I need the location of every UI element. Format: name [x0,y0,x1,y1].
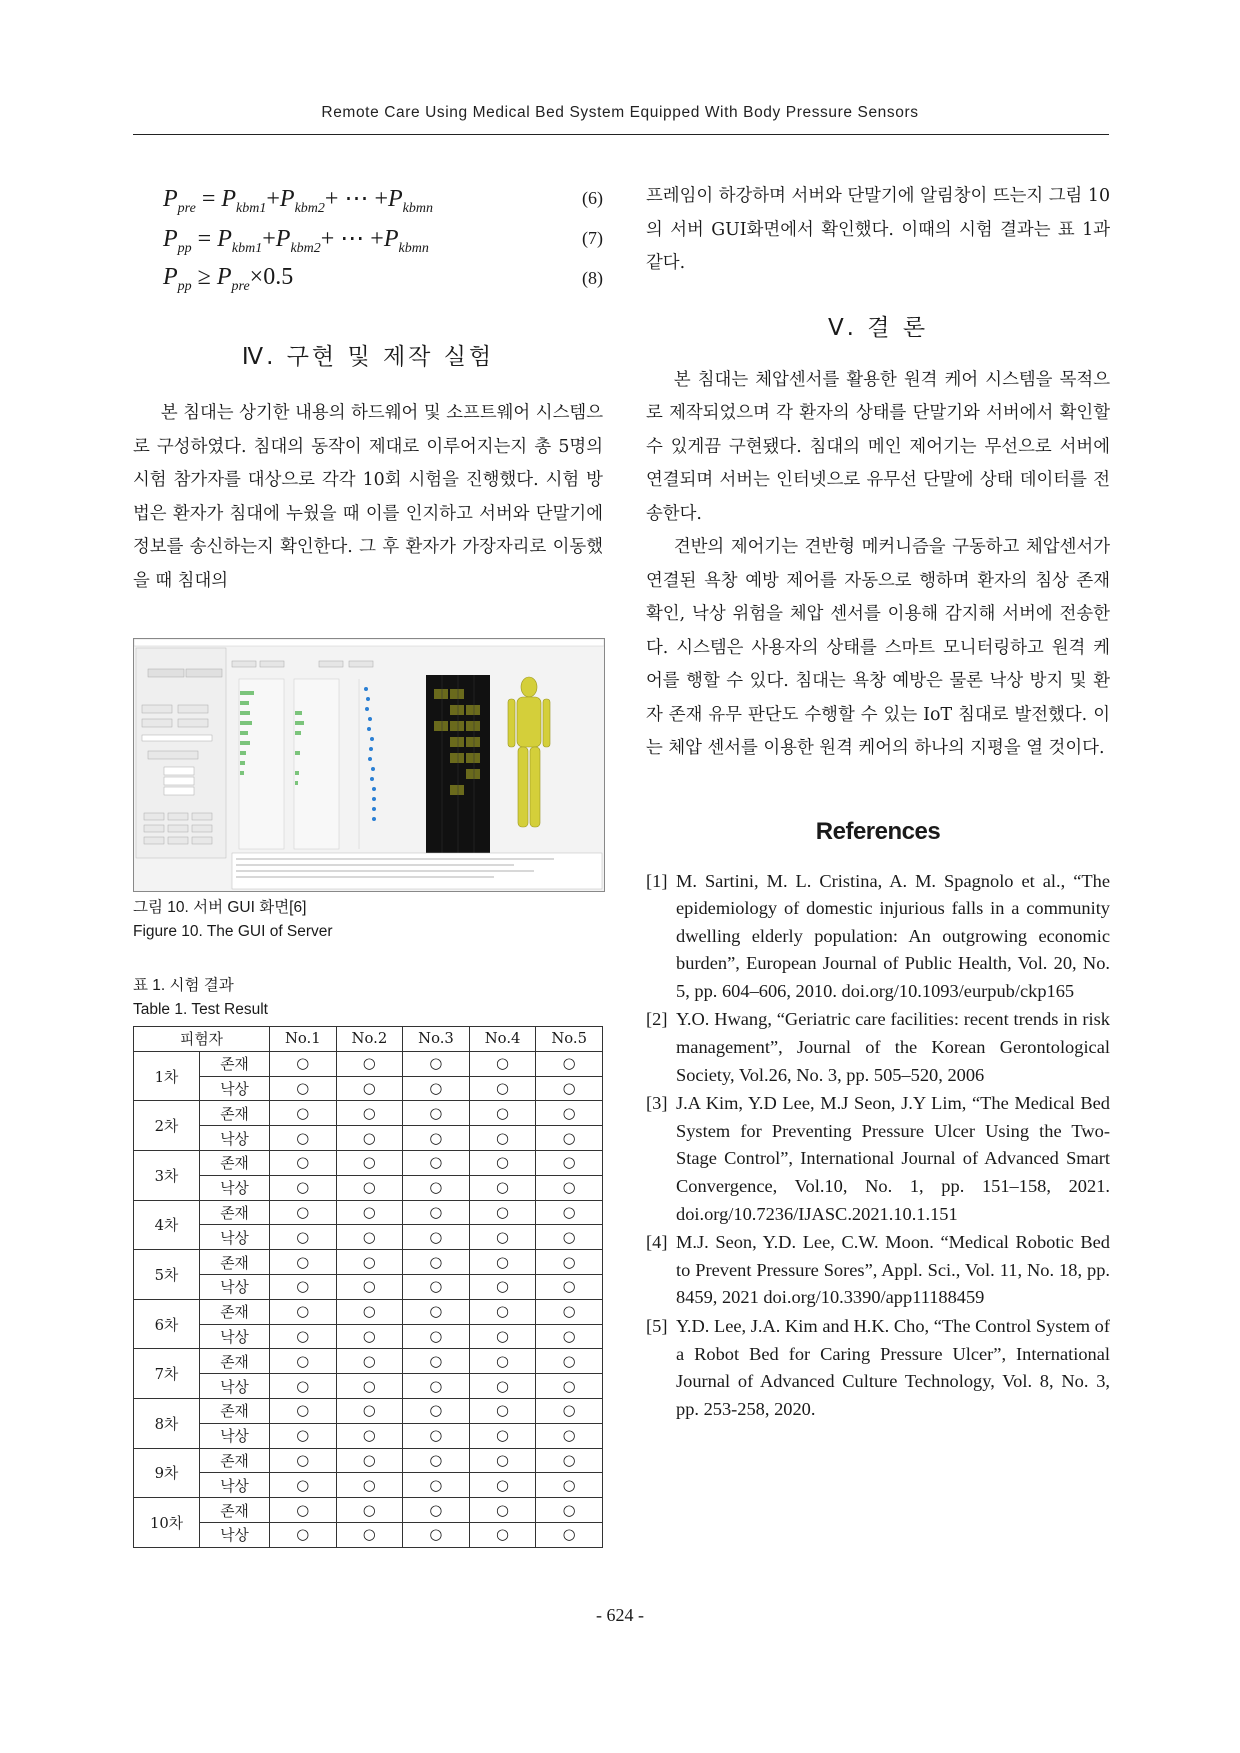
result-cell: ○ [270,1398,337,1423]
equation-8: $P_{pp} \ge P_{pre}\times 0.5$ (8) [163,264,603,294]
result-cell: ○ [536,1448,603,1473]
result-cell: ○ [336,1473,403,1498]
result-cell: ○ [403,1324,470,1349]
trial-cell: 2차 [134,1101,200,1151]
trial-cell: 4차 [134,1200,200,1250]
header-cell: No.2 [336,1027,403,1052]
result-cell: ○ [336,1448,403,1473]
table-row [134,1498,603,1523]
equation-number: (7) [582,228,603,248]
server-gui-screenshot [134,639,604,891]
result-cell: ○ [469,1076,536,1101]
reference-number: [3] [646,1093,668,1114]
table-row [134,1126,603,1151]
result-cell: ○ [469,1522,536,1547]
table-row [134,1274,603,1299]
header-cell: No.3 [403,1027,470,1052]
result-cell: ○ [270,1522,337,1547]
result-cell: ○ [270,1448,337,1473]
header-cell: No.4 [469,1027,536,1052]
result-cell: ○ [469,1126,536,1151]
equation-6: $P_{pre} = P_{kbm1}+P_{kbm2}+$ ⋯ $+P_{kbmn}$ (6) [163,186,603,216]
equation-number: (6) [582,188,603,208]
table-row [134,1225,603,1250]
equation-number: (8) [582,268,603,288]
result-cell: ○ [469,1225,536,1250]
table-row [134,1423,603,1448]
result-cell: ○ [536,1374,603,1399]
result-cell: ○ [403,1051,470,1076]
result-cell: ○ [536,1126,603,1151]
result-cell: ○ [536,1200,603,1225]
table-row [134,1250,603,1275]
result-cell: ○ [336,1076,403,1101]
result-cell: ○ [536,1250,603,1275]
result-cell: ○ [403,1126,470,1151]
continued-paragraph: 프레임이 하강하며 서버와 단말기에 알림창이 뜨는지 그림 10의 서버 GUI화면에서 확인했다. 이때의 시험 결과는 표 1과 같다. [646,186,1111,273]
result-cell: ○ [536,1522,603,1547]
result-cell: ○ [469,1324,536,1349]
result-cell: ○ [536,1101,603,1126]
equation-7: $P_{pp} = P_{kbm1}+P_{kbm2}+$ ⋯ $+P_{kbmn}$ (7) [163,226,603,256]
item-label-cell: 존재 [200,1498,270,1523]
reference-item [646,868,1110,1006]
result-cell: ○ [270,1200,337,1225]
item-label-cell: 낙상 [200,1225,270,1250]
test-result-table [133,1026,603,1548]
table-row [134,1076,603,1101]
result-cell: ○ [336,1225,403,1250]
item-label-cell: 존재 [200,1101,270,1126]
trial-cell: 3차 [134,1150,200,1200]
trial-cell: 5차 [134,1250,200,1300]
result-cell: ○ [336,1349,403,1374]
result-cell: ○ [536,1473,603,1498]
item-label-cell: 낙상 [200,1374,270,1399]
section-4-paragraph: 본 침대는 상기한 내용의 하드웨어 및 소프트웨어 시스템으로 구성하였다. 침대의 동작이 제대로 이루어지는지 총 5명의 시험 참가자를 대상으로 각각 10회 시험을 진행했다. 시험 방법은 환자가 침대에 누웠을 때 이를 인지하고 서버와 단말기에 정보를 송신하는지 확인한다. 그 후 환자가 가장자리로 이동했을 때 침대의 [133,403,603,591]
conclusion-paragraph-1: 본 침대는 체압센서를 활용한 원격 케어 시스템을 목적으로 제작되었으며 각 환자의 상태를 단말기와 서버에서 확인할 수 있게끔 구현됐다. 침대의 메인 제어기는 무선으로 서버에 연결되며 서버는 인터넷으로 유무선 단말에 상태 데이터를 전송한다. [646,369,1110,524]
trial-cell: 6차 [134,1299,200,1349]
result-cell: ○ [403,1250,470,1275]
result-cell: ○ [336,1299,403,1324]
result-cell: ○ [536,1349,603,1374]
server-gui-figure [133,638,605,892]
item-label-cell: 낙상 [200,1473,270,1498]
result-cell: ○ [403,1076,470,1101]
item-label-cell: 낙상 [200,1076,270,1101]
item-label-cell: 존재 [200,1051,270,1076]
result-cell: ○ [403,1200,470,1225]
item-label-cell: 존재 [200,1448,270,1473]
header-cell: 피험자 [134,1027,270,1052]
result-cell: ○ [536,1076,603,1101]
result-cell: ○ [536,1299,603,1324]
table-row [134,1101,603,1126]
result-cell: ○ [270,1126,337,1151]
trial-cell: 9차 [134,1448,200,1498]
reference-number: [1] [646,870,668,891]
result-cell: ○ [469,1398,536,1423]
item-label-cell: 존재 [200,1398,270,1423]
result-cell: ○ [469,1250,536,1275]
result-cell: ○ [403,1150,470,1175]
reference-item [646,1090,1110,1228]
result-cell: ○ [469,1473,536,1498]
table-row [134,1473,603,1498]
result-cell: ○ [270,1225,337,1250]
reference-text: Y.D. Lee, J.A. Kim and H.K. Cho, “The Control System of a Robot Bed for Caring Pressure Ulcer”, International Journal of Advanced Culture Technology, Vol. 8, No. 3, pp. 253-258, 2020. [676,1316,1110,1419]
table-body [134,1051,603,1547]
trial-cell: 7차 [134,1349,200,1399]
result-cell: ○ [469,1274,536,1299]
right-column [646,180,1110,1424]
table-row [134,1374,603,1399]
references-title: References [815,817,941,845]
result-cell: ○ [270,1175,337,1200]
table-row [134,1200,603,1225]
result-cell: ○ [469,1200,536,1225]
result-cell: ○ [536,1150,603,1175]
section-4-title: Ⅳ. 구현 및 제작 실험 [241,344,495,370]
result-cell: ○ [403,1498,470,1523]
result-cell: ○ [270,1299,337,1324]
result-cell: ○ [270,1274,337,1299]
result-cell: ○ [270,1423,337,1448]
table-row [134,1349,603,1374]
result-cell: ○ [469,1423,536,1448]
result-cell: ○ [336,1423,403,1448]
result-cell: ○ [536,1324,603,1349]
reference-text: Y.O. Hwang, “Geriatric care facilities: recent trends in risk management”, Journal of the Korean Gerontological Society, Vol.26, No. 3, pp. 505–520, 2006 [676,1009,1110,1085]
reference-number: [5] [646,1316,668,1336]
trial-cell: 8차 [134,1398,200,1448]
table-row [134,1175,603,1200]
item-label-cell: 존재 [200,1299,270,1324]
item-label-cell: 낙상 [200,1522,270,1547]
item-label-cell: 낙상 [200,1126,270,1151]
result-cell: ○ [403,1374,470,1399]
result-cell: ○ [336,1324,403,1349]
reference-item [646,1229,1110,1312]
header-rule [133,134,1109,135]
trial-cell: 1차 [134,1051,200,1101]
result-cell: ○ [270,1324,337,1349]
result-cell: ○ [536,1175,603,1200]
result-cell: ○ [270,1051,337,1076]
figure-caption-ko: 그림 10. 서버 GUI 화면[6] [133,899,307,916]
header-cell: No.5 [536,1027,603,1052]
result-cell: ○ [403,1225,470,1250]
item-label-cell: 존재 [200,1349,270,1374]
table-row [134,1051,603,1076]
result-cell: ○ [336,1522,403,1547]
result-cell: ○ [403,1398,470,1423]
result-cell: ○ [270,1076,337,1101]
result-cell: ○ [336,1398,403,1423]
result-cell: ○ [403,1448,470,1473]
result-cell: ○ [469,1448,536,1473]
table-caption-en: Table 1. Test Result [133,1001,268,1018]
result-cell: ○ [403,1423,470,1448]
table-row [134,1398,603,1423]
result-cell: ○ [403,1175,470,1200]
result-cell: ○ [270,1250,337,1275]
reference-list [646,868,1110,1424]
result-cell: ○ [336,1126,403,1151]
result-cell: ○ [336,1175,403,1200]
item-label-cell: 낙상 [200,1175,270,1200]
result-cell: ○ [536,1225,603,1250]
result-cell: ○ [336,1498,403,1523]
result-cell: ○ [403,1299,470,1324]
result-cell: ○ [403,1274,470,1299]
result-cell: ○ [536,1274,603,1299]
result-cell: ○ [403,1349,470,1374]
reference-item [646,1313,1110,1423]
result-cell: ○ [336,1150,403,1175]
result-cell: ○ [336,1374,403,1399]
sensor-bar-group-a [239,679,284,849]
result-cell: ○ [469,1498,536,1523]
result-cell: ○ [270,1473,337,1498]
item-label-cell: 낙상 [200,1324,270,1349]
result-cell: ○ [469,1150,536,1175]
header-cell: No.1 [270,1027,337,1052]
result-cell: ○ [270,1150,337,1175]
item-label-cell: 낙상 [200,1274,270,1299]
conclusion-paragraph-2: 견반의 제어기는 견반형 메커니즘을 구동하고 체압센서가 연결된 욕창 예방 제어를 자동으로 행하며 환자의 침상 존재 확인, 낙상 위험을 체압 센서를 이용해 감지해 서버에 전송한다. 시스템은 사용자의 상태를 스마트 모니터링하고 원격 케어를 행할 수 있다. 침대는 욕창 예방은 물론 낙상 방지 및 환자 존재 유무 판단도 수행할 수 있는 IoT 침대로 발전했다. 이는 체압 센서를 이용한 원격 케어의 하나의 지평을 열 것이다. [646,537,1110,758]
item-label-cell: 존재 [200,1250,270,1275]
result-cell: ○ [270,1374,337,1399]
reference-text: J.A Kim, Y.D Lee, M.J Seon, J.Y Lim, “The Medical Bed System for Preventing Pressure Ulcer Using the Two-Stage Control”, International Journal of Advanced Smart Convergence, Vol.10, No. 1, pp. 151–158, 2021. doi.org/10.7236/IJASC.2021.10.1.151 [676,1093,1110,1224]
table-row [134,1522,603,1547]
page-number: - 624 - [596,1605,644,1625]
sensor-bar-group-b [294,679,339,849]
figure-caption-en: Figure 10. The GUI of Server [133,923,333,940]
reference-number: [2] [646,1009,668,1030]
result-cell: ○ [536,1051,603,1076]
item-label-cell: 낙상 [200,1423,270,1448]
result-cell: ○ [270,1349,337,1374]
result-cell: ○ [469,1175,536,1200]
result-cell: ○ [469,1051,536,1076]
reference-text: M.J. Seon, Y.D. Lee, C.W. Moon. “Medical Robotic Bed to Prevent Pressure Sores”, Appl. Sci., Vol. 11, No. 18, pp. 8459, 2021 doi.org/10.3390/app11188459 [676,1232,1110,1308]
result-cell: ○ [536,1423,603,1448]
result-cell: ○ [336,1274,403,1299]
result-cell: ○ [469,1101,536,1126]
result-cell: ○ [469,1349,536,1374]
table-caption-ko: 표 1. 시험 결과 [133,977,234,994]
result-cell: ○ [270,1101,337,1126]
result-cell: ○ [536,1498,603,1523]
running-header: Remote Care Using Medical Bed System Equipped With Body Pressure Sensors [321,104,919,121]
table-header-row [134,1027,603,1052]
result-cell: ○ [336,1051,403,1076]
result-cell: ○ [403,1473,470,1498]
reference-number: [4] [646,1232,668,1253]
result-cell: ○ [469,1299,536,1324]
left-column [133,180,603,1548]
result-cell: ○ [469,1374,536,1399]
section-5-title: Ⅴ. 결 론 [827,314,929,341]
result-cell: ○ [270,1498,337,1523]
pressure-heatmap [426,675,490,855]
item-label-cell: 존재 [200,1200,270,1225]
result-cell: ○ [403,1522,470,1547]
table-row [134,1324,603,1349]
trial-cell: 10차 [134,1498,200,1548]
table-row [134,1150,603,1175]
result-cell: ○ [336,1101,403,1126]
result-cell: ○ [336,1250,403,1275]
reference-item [646,1006,1110,1089]
result-cell: ○ [336,1200,403,1225]
reference-text: M. Sartini, M. L. Cristina, A. M. Spagnolo et al., “The epidemiology of domestic injurious falls in a community dwelling elderly population: An outgrowing economic burden”, European Journal of Public Health, Vol. 20, No. 5, pp. 604–606, 2010. doi.org/10.1093/eurpub/ckp165 [676,870,1110,1001]
table-row [134,1299,603,1324]
table-row [134,1448,603,1473]
result-cell: ○ [403,1101,470,1126]
item-label-cell: 존재 [200,1150,270,1175]
result-cell: ○ [536,1398,603,1423]
